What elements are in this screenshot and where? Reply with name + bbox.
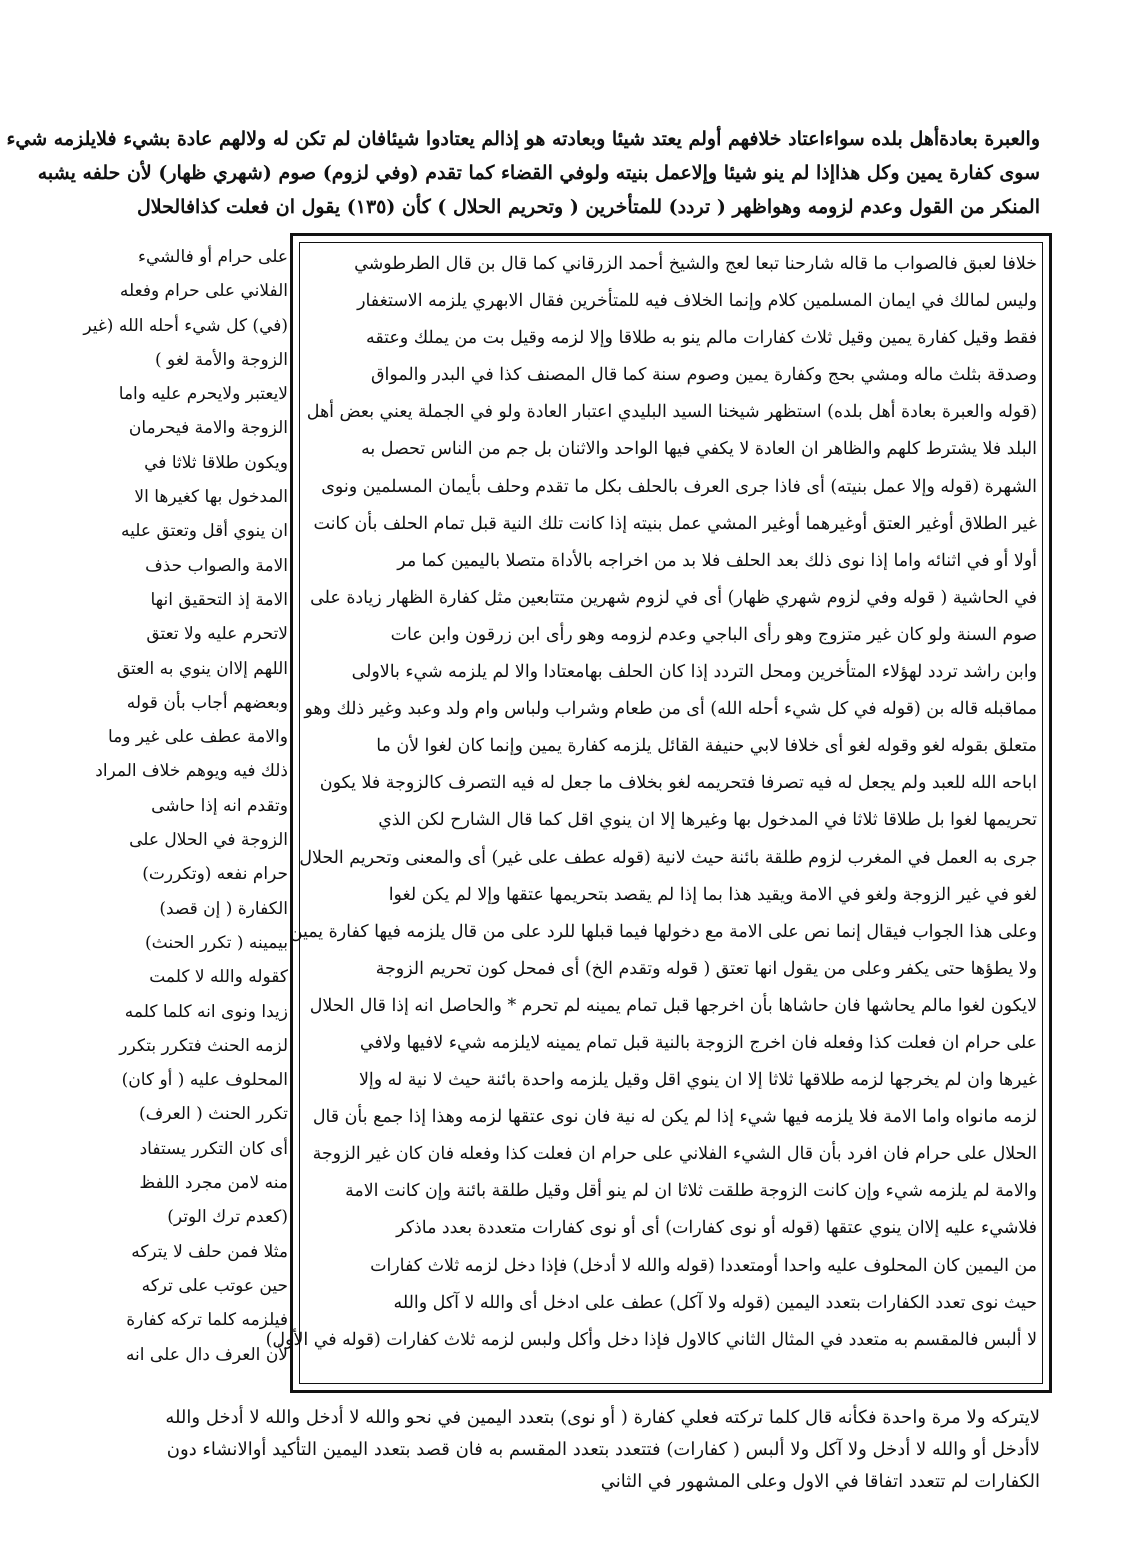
text-line: لغو في غير الزوجة ولغو في الامة ويقيد هذا بما إذا لم يقصد بتحريمها عتقها وإلا لم يكن لغوا bbox=[388, 884, 1037, 905]
text-line: اباحه الله للعبد ولم يجعل له فيه تصرفا فتحريمه لغو بخلاف ما جعل له فيه التصرف كالزوجة فلا يكون bbox=[319, 773, 1037, 794]
main-text-side-column bbox=[83, 240, 288, 1372]
text-line: (قوله والعبرة بعادة أهل بلده) استظهر شيخنا السيد البليدي اعتبار العادة ولو في الجملة يعني بعض أهل bbox=[306, 402, 1037, 423]
text-line: (في) كل شيء أحله الله (غير bbox=[83, 315, 288, 336]
text-line: على حرام أو فالشيء bbox=[137, 247, 288, 267]
text-line: المحلوف عليه ( أو كان) bbox=[121, 1070, 288, 1091]
text-line: اللهم إلاان ينوي به العتق bbox=[116, 658, 288, 679]
text-line: تحريمها لغوا بل طلاقا ثلاثا في المدخول بها وغيرها إلا ان ينوي اقل كما قال الشارح لكن الذي bbox=[378, 810, 1037, 831]
text-line: ويكون طلاقا ثلاثا في bbox=[144, 452, 288, 473]
text-line: خلافا لعبق فالصواب ما قاله شارحنا تبعا لعج والشيخ أحمد الزرقاني كما قال بن قال الطرطوشي bbox=[354, 254, 1037, 274]
text-line: الفلاني على حرام وفعله bbox=[119, 281, 288, 302]
text-line: أولا أو في اثنائه واما إذا نوى ذلك بعد الحلف فلا بد من اخراجه بالأداة متصلا باليمين كما مر bbox=[397, 550, 1037, 571]
text-line: أى كان التكرر يستفاد bbox=[139, 1138, 288, 1159]
text-line: حين عوتب على تركه bbox=[141, 1275, 288, 1296]
main-text-top bbox=[6, 122, 1040, 224]
text-line: والعبرة بعادةأهل بلده سواءاعتاد خلافهم أولم يعتد شيئا وبعادته هو إذالم يعتادوا شيئافان لم تكن له ولالهم عادة بشيء فلايلزمه شيء bbox=[6, 128, 1040, 150]
text-line: ذلك فيه ويوهم خلاف المراد bbox=[95, 761, 288, 782]
text-line: غيرها وان لم يخرجها لزمه طلاقها ثلاثا إلا ان ينوي اقل وقيل يلزمه واحدة بائنة حيث لا نية له وإلا bbox=[358, 1070, 1037, 1091]
text-line: بيمينه ( تكرر الحنث) bbox=[145, 932, 288, 953]
text-line: وصدقة بثلث ماله ومشي بحج وكفارة يمين وصوم سنة كما قال المصنف كذا في البدر والمواق bbox=[371, 365, 1037, 386]
text-line: ولا يطؤها حتى يكفر وعلى من يقول انها تعتق ( قوله وتقدم الخ) أى فمحل كون تحريم الزوجة bbox=[375, 958, 1037, 979]
text-line: وابن راشد تردد لهؤلاء المتأخرين ومحل التردد إذا كان الحلف بهامعتادا والا لم يلزمه شيء بالاولى bbox=[351, 662, 1037, 683]
text-line: كقوله والله لا كلمت bbox=[149, 967, 288, 988]
text-line: حيث نوى تعدد الكفارات بتعدد اليمين (قوله ولا آكل) عطف على ادخل أى والله لا آكل والله bbox=[393, 1292, 1037, 1313]
text-line: الامة والصواب حذف bbox=[145, 555, 288, 576]
text-line: لا ألبس فالمقسم به متعدد في المثال الثاني كالاول فإذا دخل وأكل ولبس لزمه ثلاث كفارات (قوله في الأول) bbox=[265, 1329, 1037, 1350]
text-line: لزمه الحنث فتكرر بتكرر bbox=[119, 1035, 288, 1056]
text-line: الحلال على حرام فان افرد بأن قال الشيء الفلاني على حرام ان فعلت كذا وفعله فان كان غير الزوجة bbox=[312, 1144, 1037, 1165]
text-line: وبعضهم أجاب بأن قوله bbox=[126, 692, 288, 713]
text-line: لايتركه ولا مرة واحدة فكأنه قال كلما تركته فعلي كفارة ( أو نوى) بتعدد اليمين في نحو والله لا أدخل والله لا أدخل والله bbox=[165, 1407, 1040, 1428]
text-line: والامة عطف على غير وما bbox=[108, 727, 288, 748]
text-line: البلد فلا يشترط كلهم والظاهر ان العادة لا يكفي فيها الواحد والاثنان بل جم من الناس تحصل به bbox=[361, 439, 1037, 460]
text-line: الزوجة في الحلال على bbox=[129, 830, 288, 851]
main-text-bottom bbox=[100, 1402, 1040, 1498]
text-line: متعلق بقوله لغو وقوله لغو أى خلافا لابي حنيفة القائل يلزمه كفارة يمين وإنما كان لغوا لأن ما bbox=[376, 736, 1037, 757]
text-line: لأن العرف دال على انه bbox=[125, 1344, 288, 1365]
text-line: وتقدم انه إذا حاشى bbox=[151, 795, 288, 816]
text-line: المنكر من القول وعدم لزومه وهواظهر ( تردد) للمتأخرين ( وتحريم الحلال ) كأن (١٣٥) يقول ان فعلت كذافالحلال bbox=[136, 196, 1040, 218]
text-line: في الحاشية ( قوله وفي لزوم شهري ظهار) أى في لزوم شهرين متتابعين مثل كفارة الظهار زيادة على bbox=[310, 587, 1037, 608]
text-line: الامة إذ التحقيق انها bbox=[150, 589, 288, 610]
text-line: فقط وقيل كفارة يمين وقيل ثلاث كفارات مالم ينو به طلاقا وإلا لزمه وقيل بت من يملك وعتقه bbox=[366, 328, 1037, 349]
text-line: لايعتبر ولايحرم عليه واما bbox=[118, 384, 288, 405]
text-line: صوم السنة ولو كان غير متزوج وهو رأى الباجي وعدم لزومه وهو رأى ابن زرقون وابن عات bbox=[390, 624, 1037, 645]
text-line: حرام نفعه (وتكررت) bbox=[142, 864, 288, 885]
text-line: والامة لم يلزمه شيء وإن كانت الزوجة طلقت ثلاثا ان لم ينو أقل وقيل طلقة بائنة وإن كانت الامة bbox=[345, 1181, 1037, 1202]
commentary-text bbox=[265, 246, 1037, 1359]
text-line: سوى كفارة يمين وكل هذاإذا لم ينو شيئا وإلاعمل بنيته ولوفي القضاء كما تقدم (وفي لزوم) صوم (شهري ظهار) لأن حلفه يشبه bbox=[37, 162, 1040, 184]
text-line: الكفارات لم تتعدد اتفاقا في الاول وعلى المشهور في الثاني bbox=[600, 1471, 1040, 1492]
text-line: جرى به العمل في المغرب لزوم طلقة بائنة حيث لانية (قوله عطف على غير) أى والمعنى وتحريم الحلال bbox=[299, 847, 1037, 868]
text-line: الزوجة والامة فيحرمان bbox=[128, 418, 288, 439]
text-line: لاأدخل أو والله لا أدخل ولا آكل ولا ألبس ( كفارات) فتتعدد بتعدد المقسم به فان قصد بتعدد اليمين التأكيد أوالانشاء دون bbox=[166, 1439, 1040, 1460]
text-line: منه لامن مجرد اللفظ bbox=[139, 1173, 288, 1194]
commentary-frame bbox=[265, 233, 1052, 1393]
text-line: زيدا ونوى انه كلما كلمه bbox=[124, 1001, 288, 1022]
text-line: لزمه مانواه واما الامة فلا يلزمه فيها شيء إذا لم يكن له نية فان نوى عتقها لزمه وهذا إذا جمع بأن قال bbox=[312, 1107, 1037, 1128]
text-line: فيلزمه كلما تركه كفارة bbox=[126, 1310, 288, 1331]
text-line: وعلى هذا الجواب فيقال إنما نص على الامة مع دخولها فيما قبلها للرد على من قال يلزمه فيها كفارة يمين bbox=[289, 921, 1037, 942]
text-line: الشهرة (قوله وإلا عمل بنيته) أى فاذا جرى العرف بالحلف بكل ما تقدم وحلف بأيمان المسلمين ونوى bbox=[321, 476, 1037, 497]
text-line: فلاشيء عليه إلاان ينوي عتقها (قوله أو نوى كفارات) أى أو نوى كفارات متعددة بعدد ماذكر bbox=[396, 1218, 1037, 1239]
text-line: مثلا فمن حلف لا يتركه bbox=[131, 1241, 288, 1262]
text-line: المدخول بها كغيرها الا bbox=[134, 487, 288, 508]
text-line: من اليمين كان المحلوف عليه واحدا أومتعددا (قوله والله لا أدخل) فإذا دخل لزمه ثلاث كفارات bbox=[370, 1255, 1037, 1276]
text-line: وليس لمالك في ايمان المسلمين كلام وإنما الخلاف فيه للمتأخرين فقال الابهري يلزمه الاستغفار bbox=[357, 291, 1037, 312]
text-line: لاتحرم عليه ولا تعتق bbox=[146, 624, 288, 645]
text-line: ان ينوي أقل وتعتق عليه bbox=[121, 521, 288, 542]
text-line: لايكون لغوا مالم يحاشها فان حاشاها بأن اخرجها قبل تمام يمينه لم تحرم * والحاصل انه إذا قال الحلال bbox=[309, 995, 1037, 1016]
text-line: الزوجة والأمة لغو ) bbox=[155, 349, 288, 370]
text-line: مماقبله قاله بن (قوله في كل شيء أحله الله) أى من طعام وشراب ولباس وام ولد وعبد وغير ذلك وهو bbox=[304, 699, 1037, 720]
text-line: على حرام ان فعلت كذا وفعله فان اخرج الزوجة بالنية قبل تمام يمينه لايلزمه شيء لافيها ولافي bbox=[359, 1032, 1037, 1053]
text-line: تكرر الحنث ( العرف) bbox=[139, 1104, 288, 1125]
text-line: غير الطلاق أوغير العتق أوغيرهما أوغير المشي عمل بنيته إذا كانت تلك النية قبل تمام الحلف بأن كانت bbox=[313, 513, 1037, 534]
text-line: الكفارة ( إن قصد) bbox=[159, 898, 288, 919]
text-line: (كعدم ترك الوتر) bbox=[167, 1207, 288, 1228]
